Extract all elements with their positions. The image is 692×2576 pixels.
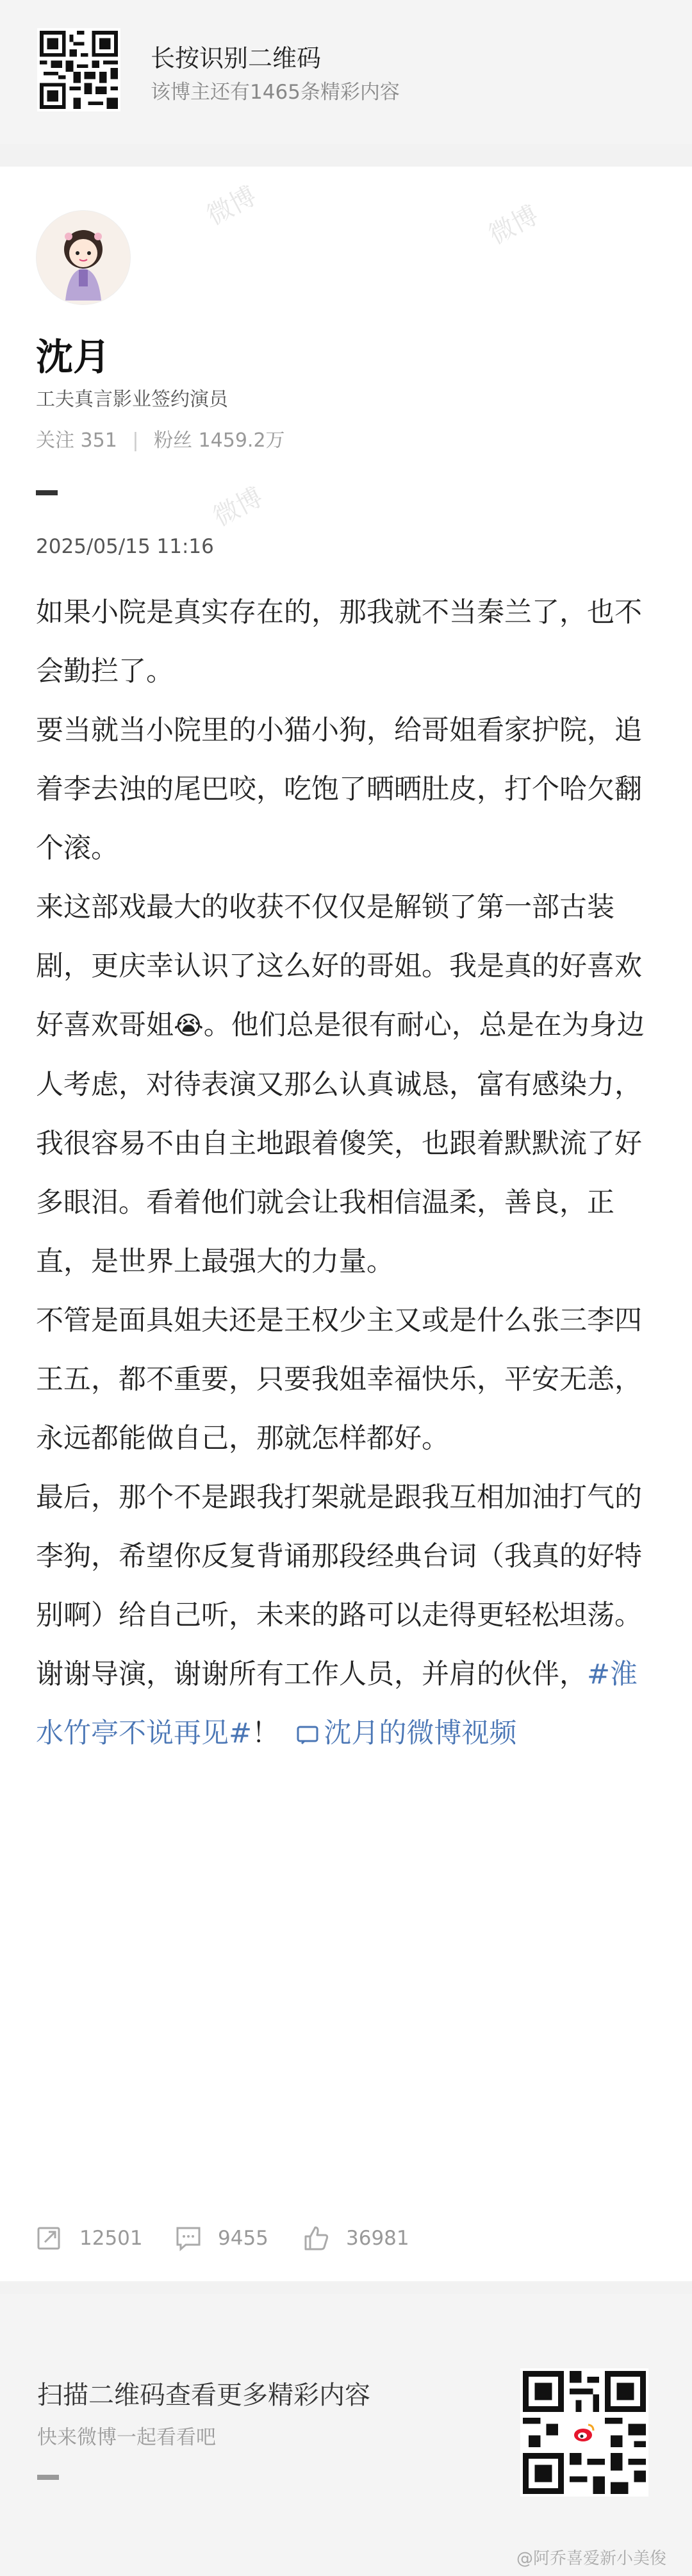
profile-stats <box>36 424 285 452</box>
repost-icon <box>36 2224 64 2252</box>
watermark: 微博 <box>484 200 543 251</box>
stats-divider: | <box>132 429 139 452</box>
paragraph <box>36 878 657 1291</box>
repost-count: 12501 <box>79 2227 143 2250</box>
paragraph-text: 来这部戏最大的收获不仅仅是解锁了第一部古装剧，更庆幸认识了这么好的哥姐。我是真的好喜欢好喜欢哥姐 <box>36 891 642 1041</box>
watermark-credit: @阿乔喜爱新小美俊 <box>516 2549 666 2568</box>
followers-label: 粉丝 <box>154 429 193 452</box>
post-content <box>36 583 657 1763</box>
action-bar <box>0 2198 692 2281</box>
following-count: 351 <box>80 429 117 452</box>
like-button[interactable] <box>302 2222 409 2254</box>
top-qr-banner[interactable] <box>0 0 692 144</box>
paragraph-text: 谢谢导演，谢谢所有工作人员，并肩的伙伴， <box>36 1658 587 1690</box>
crying-emoji-icon: 😭 <box>174 1011 204 1041</box>
banner-subtitle: 该博主还有1465条精彩内容 <box>151 81 400 104</box>
post-date: 2025/05/15 11:16 <box>36 535 214 558</box>
avatar[interactable] <box>36 210 131 305</box>
paragraph: 如果小院是真实存在的，那我就不当秦兰了，也不会勤拦了。 <box>36 597 642 688</box>
watermark: 微博 <box>208 482 268 533</box>
divider-mark <box>36 490 58 495</box>
bottom-qr-banner[interactable] <box>0 2294 692 2576</box>
qr-code-icon[interactable] <box>37 28 120 111</box>
thumbs-up-icon <box>302 2224 331 2252</box>
paragraph: 要当就当小院里的小猫小狗，给哥姐看家护院，追着李去浊的尾巴咬，吃饱了晒晒肚皮，打个哈欠翻个滚。 <box>36 714 642 864</box>
paragraph-text: ！ <box>252 1717 280 1749</box>
banner-title: 长按识别二维码 <box>151 44 322 72</box>
comment-button[interactable] <box>174 2222 268 2254</box>
topic-hashtag-link[interactable]: #淮水竹亭不说再见# <box>36 1658 638 1749</box>
video-link-icon <box>297 1725 321 1744</box>
verification-label: 工夫真言影业签约演员 <box>36 388 228 411</box>
post-card <box>0 167 692 2281</box>
comment-count: 9455 <box>218 2227 268 2250</box>
bottom-banner-subtitle: 快来微博一起看看吧 <box>37 2426 216 2449</box>
repost-button[interactable] <box>36 2222 143 2254</box>
watermark: 微博 <box>202 181 261 231</box>
divider-mark <box>37 2475 59 2480</box>
paragraph: 不管是面具姐夫还是王权少主又或是什么张三李四王五，都不重要，只要我姐幸福快乐，平安无恙，永远都能做自己，那就怎样都好。 <box>36 1305 642 1455</box>
comment-icon <box>174 2224 202 2252</box>
following-label: 关注 <box>36 429 74 452</box>
paragraph <box>36 1645 657 1763</box>
bottom-banner-title: 扫描二维码查看更多精彩内容 <box>37 2381 370 2410</box>
weibo-video-link[interactable] <box>297 1717 516 1749</box>
weibo-logo-icon <box>569 2417 600 2448</box>
video-link-label: 沈月的微博视频 <box>324 1717 517 1749</box>
paragraph: 最后，那个不是跟我打架就是跟我互相加油打气的李狗，希望你反复背诵那段经典台词（我真的好特别啊）给自己听，未来的路可以走得更轻松坦荡。 <box>36 1482 642 1631</box>
paragraph-text: 。他们总是很有耐心，总是在为身边人考虑，对待表演又那么认真诚恳，富有感染力，我很容易不由自主地跟着傻笑，也跟着默默流了好多眼泪。看着他们就会让我相信温柔，善良，正直，是世界上最强大的力量。 <box>36 1009 645 1278</box>
profile-name[interactable]: 沈月 <box>36 335 111 379</box>
like-count: 36981 <box>346 2227 409 2250</box>
followers-count: 1459.2万 <box>198 429 285 452</box>
